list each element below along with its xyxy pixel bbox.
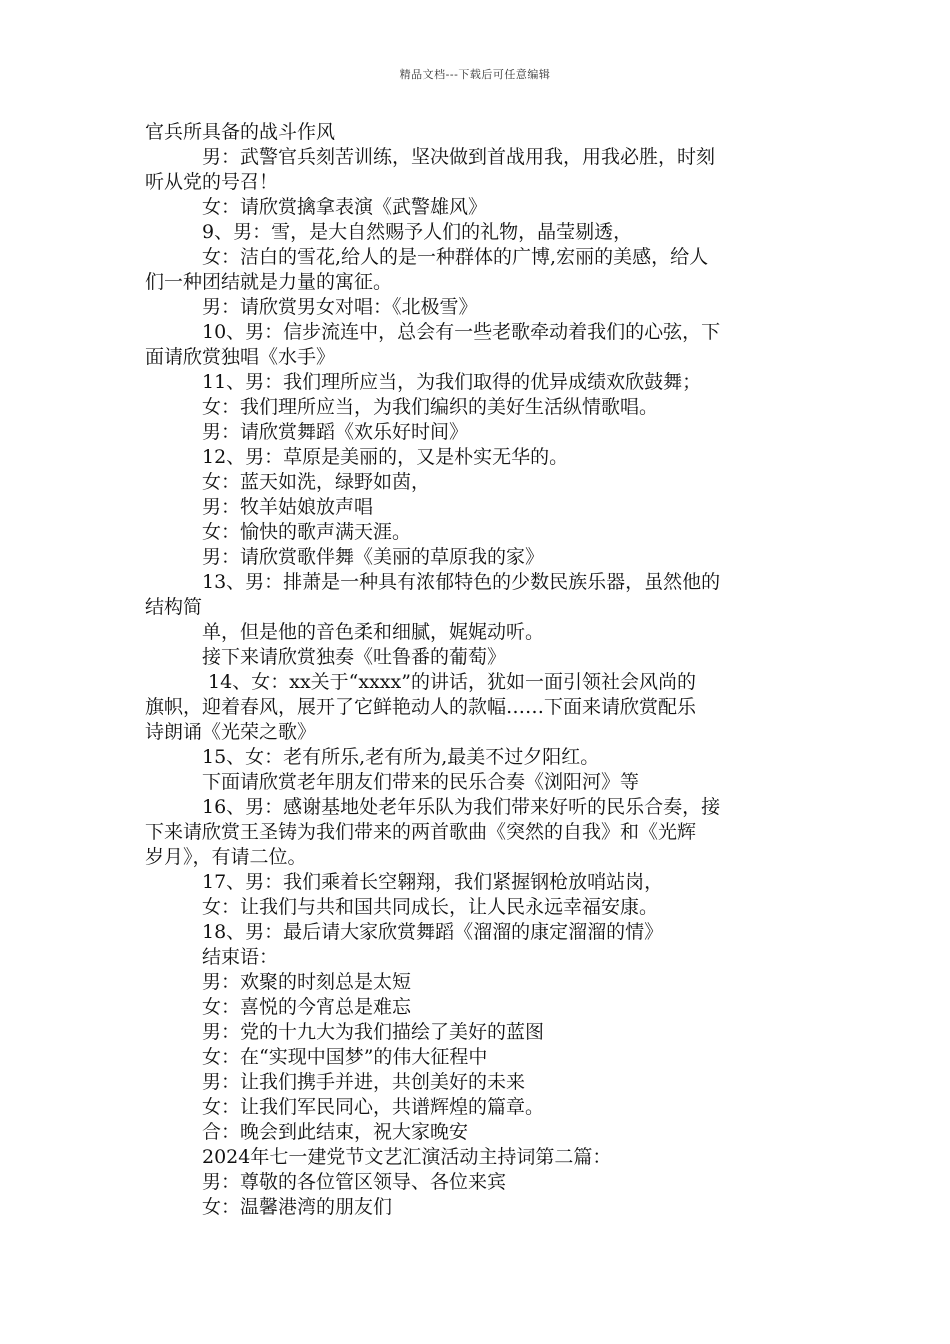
- text-line: 官兵所具备的战斗作风: [145, 121, 336, 143]
- text-line: 女：让我们军民同心，共谱辉煌的篇章。: [202, 1096, 545, 1118]
- text-line: 结构简: [145, 596, 203, 618]
- text-line: 男：党的十九大为我们描绘了美好的蓝图: [202, 1021, 545, 1043]
- text-line: 单，但是他的音色柔和细腻，娓娓动听。: [202, 621, 545, 643]
- text-line: 男：欢聚的时刻总是太短: [202, 971, 412, 993]
- text-line: 女：在“实现中国梦”的伟大征程中: [202, 1046, 488, 1068]
- text-line: 14、女：xx关于“xxxx”的讲话，犹如一面引领社会风尚的: [202, 671, 696, 693]
- text-line: 16、男：感谢基地处老年乐队为我们带来好听的民乐合奏，接: [202, 796, 721, 818]
- text-line: 男：武警官兵刻苦训练，坚决做到首战用我，用我必胜，时刻: [202, 146, 716, 168]
- text-line: 下面请欣赏老年朋友们带来的民乐合奏《浏阳河》等: [202, 771, 640, 793]
- text-line: 们一种团结就是力量的寓征。: [145, 271, 393, 293]
- text-line: 下来请欣赏王圣铸为我们带来的两首歌曲《突然的自我》和《光辉: [145, 821, 697, 843]
- text-line: 女：洁白的雪花,给人的是一种群体的广博,宏丽的美感，给人: [202, 246, 709, 268]
- text-line: 结束语：: [202, 946, 279, 968]
- text-line: 11、男：我们理所应当，为我们取得的优异成绩欢欣鼓舞；: [202, 371, 702, 393]
- text-line: 诗朗诵《光荣之歌》: [145, 721, 317, 743]
- text-line: 女：请欣赏擒拿表演《武警雄风》: [202, 196, 488, 218]
- text-line: 女：温馨港湾的朋友们: [202, 1196, 393, 1218]
- text-line: 男：请欣赏歌伴舞《美丽的草原我的家》: [202, 546, 545, 568]
- text-line: 合：晚会到此结束，祝大家晚安: [202, 1121, 469, 1143]
- text-line: 男：让我们携手并进，共创美好的未来: [202, 1071, 526, 1093]
- text-line: 13、男：排萧是一种具有浓郁特色的少数民族乐器，虽然他的: [202, 571, 721, 593]
- text-line: 面请欣赏独唱《水手》: [145, 346, 336, 368]
- text-line: 10、男：信步流连中，总会有一些老歌牵动着我们的心弦，下: [202, 321, 721, 343]
- text-line: 接下来请欣赏独奏《吐鲁番的葡萄》: [202, 646, 507, 668]
- text-line: 18、男：最后请大家欣赏舞蹈《溜溜的康定溜溜的情》: [202, 921, 664, 943]
- text-line: 男：请欣赏男女对唱：《北极雪》: [202, 296, 478, 318]
- text-line: 男：牧羊姑娘放声唱: [202, 496, 374, 518]
- page-header: 精品文档---下载后可任意编辑: [399, 68, 551, 81]
- text-line: 男：请欣赏舞蹈《欢乐好时间》: [202, 421, 469, 443]
- document-body: [145, 120, 810, 1220]
- text-line: 17、男：我们乘着长空翱翔，我们紧握钢枪放哨站岗，: [202, 871, 664, 893]
- text-line: 12、男：草原是美丽的，又是朴实无华的。: [202, 446, 569, 468]
- text-line: 9、男：雪，是大自然赐予人们的礼物，晶莹剔透，: [202, 221, 633, 243]
- text-line: 15、女：老有所乐,老有所为,最美不过夕阳红。: [202, 746, 600, 768]
- text-line: 女：喜悦的今宵总是难忘: [202, 996, 412, 1018]
- text-line: 岁月》，有请二位。: [145, 846, 307, 868]
- text-line: 女：愉快的歌声满天涯。: [202, 521, 412, 543]
- text-line: 女：我们理所应当，为我们编织的美好生活纵情歌唱。: [202, 396, 659, 418]
- text-line: 女：让我们与共和国共同成长，让人民永远幸福安康。: [202, 896, 659, 918]
- text-line: 听从党的号召！: [145, 171, 279, 193]
- text-line: 男：尊敬的各位管区领导、各位来宾: [202, 1171, 507, 1193]
- text-line: 2024年七一建党节文艺汇演活动主持词第二篇：: [202, 1146, 612, 1168]
- text-line: 女：蓝天如洗，绿野如茵，: [202, 471, 431, 493]
- text-line: 旗帜，迎着春风，展开了它鲜艳动人的款幅……下面来请欣赏配乐: [145, 696, 697, 718]
